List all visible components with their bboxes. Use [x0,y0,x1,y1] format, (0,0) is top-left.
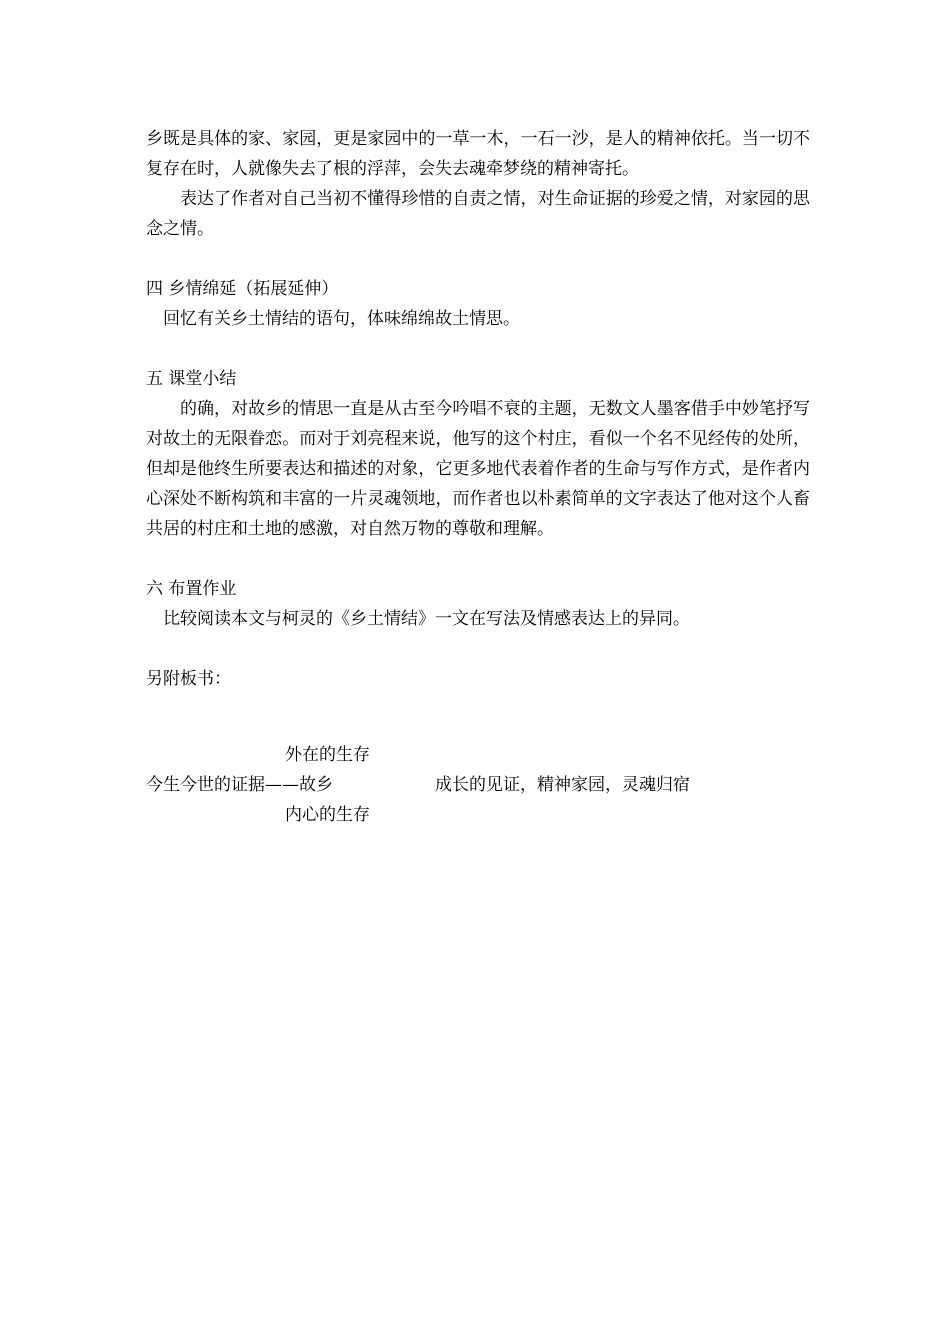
section-body-extension: 回忆有关乡土情结的语句，体味绵绵故土情思。 [163,309,520,329]
paragraph-author-emotion: 表达了作者对自己当初不懂得珍惜的自责之情，对生命证据的珍爱之情，对家园的思念之情。 [146,189,810,239]
blackboard-outline [146,740,810,836]
board-inner-existence: 内心的生存 [285,805,370,825]
section-body-summary: 的确，对故乡的情思一直是从古至今吟唱不衰的主题，无数文人墨客借手中妙笔抒写对故土的无限眷恋。而对于刘亮程来说，他写的这个村庄，看似一个名不见经传的处所，但却是他终生所要表达和描述的对象，它更多地代表着作者的生命与写作方式，是作者内心深处不断构筑和丰富的一片灵魂领地，而作者也以朴素简单的文字表达了他对这个人畜共居的村庄和土地的感激，对自然万物的尊敬和理解。 [146,399,810,539]
section-body-homework: 比较阅读本文与柯灵的《乡土情结》一文在写法及情感表达上的异同。 [163,609,690,629]
board-main-title: 今生今世的证据——故乡 [146,775,333,795]
spacer [146,334,810,364]
paragraph-home-meaning: 乡既是具体的家、家园，更是家园中的一草一木，一石一沙，是人的精神依托。当一切不复存在时，人就像失去了根的浮萍，会失去魂牵梦绕的精神寄托。 [146,129,810,179]
spacer [146,244,810,274]
document-page [146,124,810,836]
spacer [146,634,810,664]
board-label: 另附板书： [146,669,231,689]
section-heading-extension: 四 乡情绵延（拓展延伸） [146,279,339,299]
section-heading-summary: 五 课堂小结 [146,369,237,389]
board-meaning: 成长的见证，精神家园，灵魂归宿 [435,775,690,795]
board-outer-existence: 外在的生存 [285,745,370,765]
section-heading-homework: 六 布置作业 [146,579,237,599]
spacer [146,544,810,574]
